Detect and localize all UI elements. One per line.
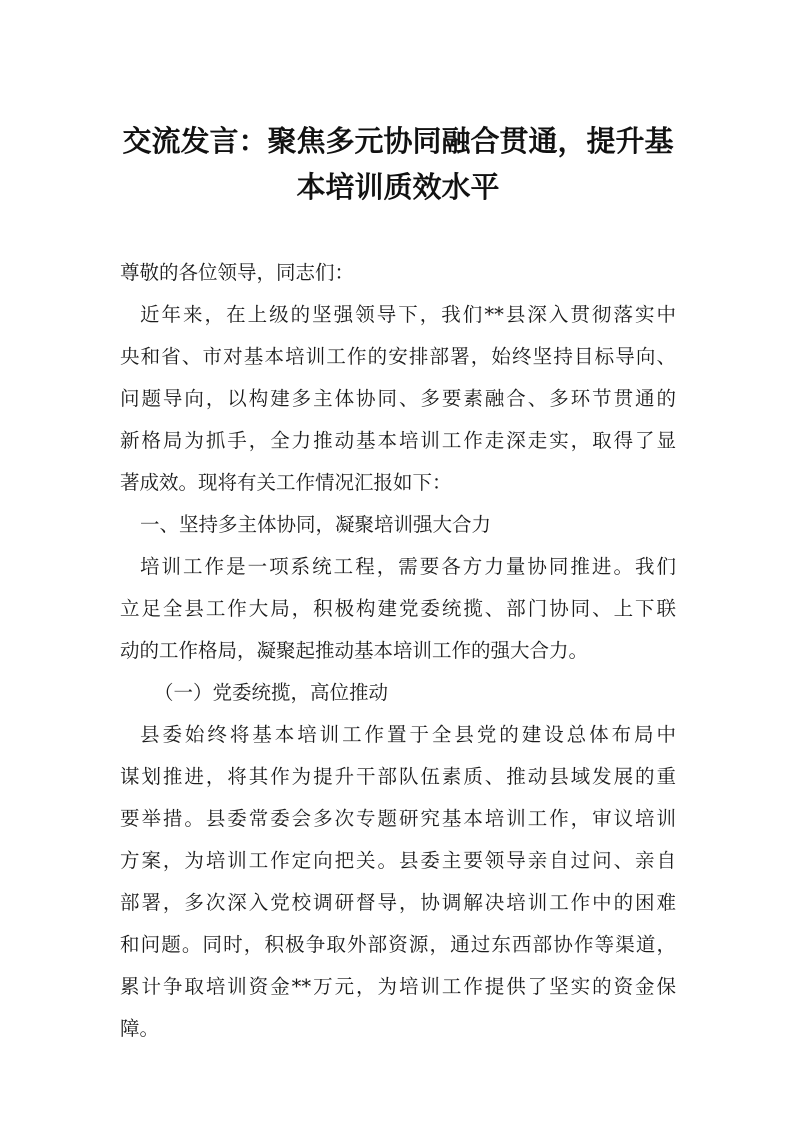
paragraph-line: 县委始终将基本培训工作置于全县党的建设总体布局中 [140, 723, 676, 746]
paragraph-line: 著成效。现将有关工作情况汇报如下： [120, 471, 452, 494]
document-title [120, 118, 676, 210]
title-line: 本培训质效水平 [296, 170, 500, 204]
salutation: 尊敬的各位领导，同志们： [120, 261, 355, 284]
paragraph-line: 动的工作格局，凝聚起推动基本培训工作的强大合力。 [120, 639, 589, 662]
paragraph-line: 立足全县工作大局，积极构建党委统揽、部门协同、上下联 [120, 597, 676, 620]
paragraph-line: 累计争取培训资金**万元，为培训工作提供了坚实的资金保 [120, 975, 676, 998]
paragraph-line: 部署，多次深入党校调研督导，协调解决培训工作中的困难 [120, 891, 676, 914]
paragraph-line: 培训工作是一项系统工程，需要各方力量协同推进。我们 [140, 555, 676, 578]
paragraph-line: 近年来，在上级的坚强领导下，我们**县深入贯彻落实中 [140, 303, 676, 326]
paragraph-line: 谋划推进，将其作为提升干部队伍素质、推动县域发展的重 [120, 765, 676, 788]
paragraph-line: 央和省、市对基本培训工作的安排部署，始终坚持目标导向、 [120, 345, 676, 368]
paragraph-line: 和问题。同时，积极争取外部资源，通过东西部协作等渠道， [120, 933, 676, 956]
paragraph-line: 方案，为培训工作定向把关。县委主要领导亲自过问、亲自 [120, 849, 676, 872]
paragraph-line: 要举措。县委常委会多次专题研究基本培训工作，审议培训 [120, 807, 676, 830]
section-heading: 一、坚持多主体协同，凝聚培训强大合力 [140, 513, 492, 536]
paragraph-line: 问题导向，以构建多主体协同、多要素融合、多环节贯通的 [120, 387, 676, 410]
title-line: 交流发言：聚焦多元协同融合贯通，提升基 [122, 124, 674, 158]
paragraph-line: 新格局为抓手，全力推动基本培训工作走深走实，取得了显 [120, 429, 676, 452]
document-page [120, 118, 676, 1050]
document-body [120, 252, 676, 1050]
paragraph-line: 障。 [120, 1017, 160, 1040]
subsection-heading: （一）党委统揽，高位推动 [154, 681, 389, 704]
